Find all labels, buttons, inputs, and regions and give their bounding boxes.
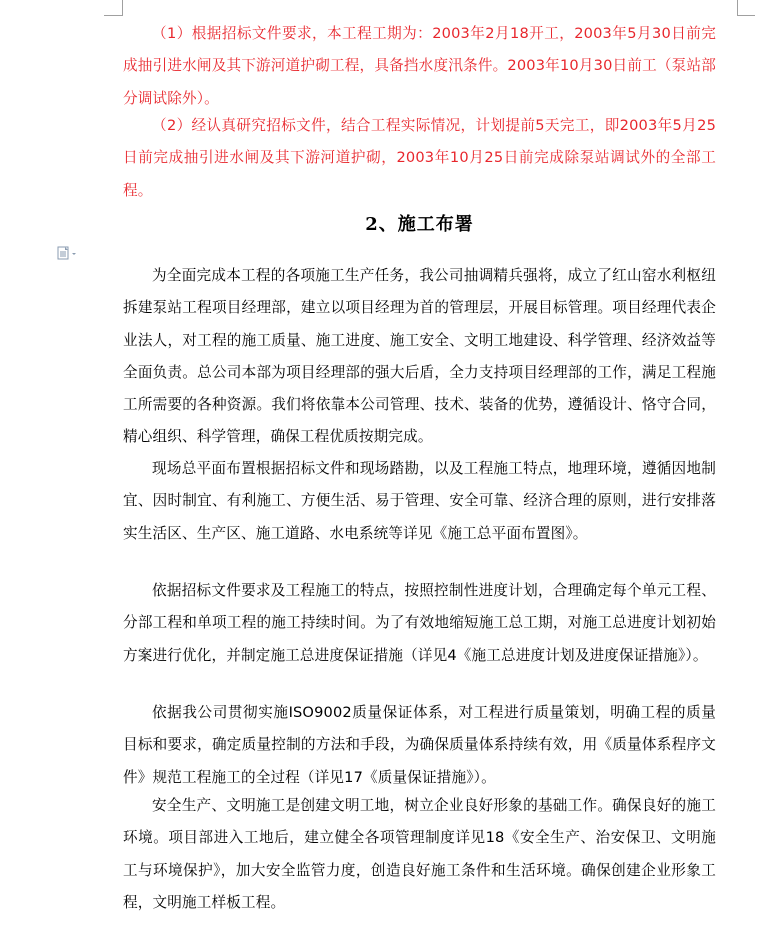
section-heading: 2、施工布署 [365,214,474,235]
paragraph-quality-system: 依据我公司贯彻实施ISO9002质量保证体系，对工程进行质量策划，明确工程的质量目标和要求，确定质量控制的方法和手段，为确保质量体系持续有效，用《质量体系程序文件》规范工程施工的全过程（详见17《质量保证措施》）。 [123,704,716,786]
red-paragraph-plan: （2）经认真研究招标文件，结合工程实际情况，计划提前5天完工，即2003年5月25日前完成抽引进水闸及其下游河道护砌，2003年10月25日前完成除泵站调试外的全部工程。 [123,117,716,199]
page-corner-mark-top-left-horizontal [104,15,122,16]
page-corner-mark-top-right-horizontal [737,15,755,16]
paragraph-site-layout: 现场总平面布置根据招标文件和现场踏勘，以及工程施工特点，地理环境，遵循因地制宜、因时制宜、有利施工、方便生活、易于管理、安全可靠、经济合理的原则，进行安排落实生活区、生产区、施工道路、水电系统等详见《施工总平面布置图》。 [123,460,716,542]
page-corner-mark-top-left [122,0,123,16]
document-options-icon[interactable] [57,245,79,259]
paragraph-safety-civilized: 安全生产、文明施工是创建文明工地，树立企业良好形象的基础工作。确保良好的施工环境。项目部进入工地后，建立健全各项管理制度详见18《安全生产、治安保卫、文明施工与环境保护》，加大安全监管力度，创造良好施工条件和生活环境。确保创建企业形象工程，文明施工样板工程。 [123,797,716,911]
paragraph-schedule-planning: 依据招标文件要求及工程施工的特点，按照控制性进度计划，合理确定每个单元工程、分部工程和单项工程的施工持续时间。为了有效地缩短施工总工期，对施工总进度计划初始方案进行优化，并制定施工总进度保证措施（详见4《施工总进度计划及进度保证措施》）。 [123,582,716,664]
paragraph-project-management: 为全面完成本工程的各项施工生产任务，我公司抽调精兵强将，成立了红山窑水利枢纽拆建泵站工程项目经理部，建立以项目经理为首的管理层，开展目标管理。项目经理代表企业法人，对工程的施工质量、施工进度、施工安全、文明工地建设、科学管理、经济效益等全面负责。总公司本部为项目经理部的强大后盾，全力支持项目经理部的工作，满足工程施工所需要的各种资源。我们将依靠本公司管理、技术、装备的优势，遵循设计、恪守合同，精心组织、科学管理，确保工程优质按期完成。 [123,267,716,446]
red-paragraph-schedule: （1）根据招标文件要求，本工程工期为：2003年2月18开工，2003年5月30日前完成抽引进水闸及其下游河道护砌工程，具备挡水度汛条件。2003年10月30日前工（泵站部分调试除外）。 [123,25,716,107]
page-corner-mark-top-right [737,0,738,16]
